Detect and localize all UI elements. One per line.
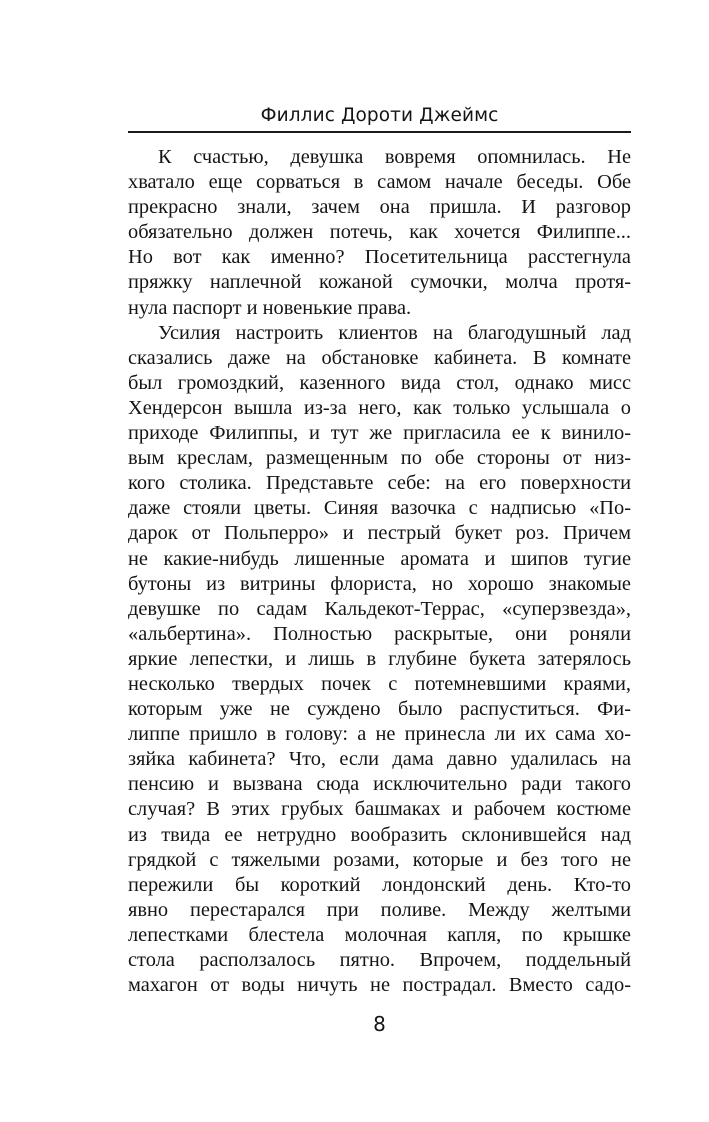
text-line: кого столика. Представьте себе: на его поверхности	[128, 472, 631, 495]
text-line: пенсию и вызвана сюда исключительно ради такого	[128, 773, 631, 796]
paragraph-1	[128, 145, 631, 321]
text-line: бутоны из витрины флориста, но хорошо знакомые	[128, 572, 631, 595]
text-line: приходе Филиппы, и тут же пригласила ее к винило-	[128, 422, 631, 445]
text-line: грядкой с тяжелыми розами, которые и без того не	[128, 848, 631, 871]
text-line: прекрасно знали, зачем она пришла. И разговор	[128, 196, 631, 219]
running-head: Филлис Дороти Джеймс	[260, 105, 499, 126]
text-line: дарок от Польперро» и пестрый букет роз. Причем	[128, 522, 631, 545]
text-line: девушке по садам Кальдекот-Террас, «суперзвезда»,	[128, 597, 631, 620]
text-line: пережили бы короткий лондонский день. Кто-то	[128, 873, 631, 896]
text-line: Но вот как именно? Посетительница расстегнула	[128, 246, 631, 269]
text-line: пряжку наплечной кожаной сумочки, молча протя-	[128, 271, 631, 294]
text-line: липпе пришло в голову: а не принесла ли их сама хо-	[128, 723, 631, 746]
text-line: явно перестарался при поливе. Между желтыми	[128, 898, 631, 921]
paragraph-2	[128, 321, 631, 999]
text-line: несколько твердых почек с потемневшими краями,	[128, 672, 631, 695]
text-line: вым креслам, размещенным по обе стороны от низ-	[128, 447, 631, 470]
text-line: К счастью, девушка вовремя опомнилась. Не	[158, 146, 631, 168]
header-rule	[128, 131, 631, 133]
text-line: зяйка кабинета? Что, если дама давно удалилась на	[128, 748, 631, 771]
text-line: Хендерсон вышла из-за него, как только услышала о	[128, 396, 631, 419]
text-line: лепестками блестела молочная капля, по крышке	[128, 923, 631, 946]
text-line: нула паспорт и новенькие права.	[128, 296, 412, 319]
text-line: случая? В этих грубых башмаках и рабочем костюме	[128, 798, 631, 821]
text-line: стола расползалось пятно. Впрочем, поддельный	[128, 949, 631, 971]
text-line: махагон от воды ничуть не пострадал. Вместо садо-	[128, 974, 631, 997]
text-line: Усилия настроить клиентов на благодушный лад	[158, 321, 631, 344]
text-line: был громоздкий, казенного вида стол, однако мисс	[128, 371, 631, 394]
text-line: обязательно должен потечь, как хочется Филиппе...	[128, 221, 631, 244]
text-line: которым уже не суждено было распуститься. Фи-	[128, 698, 631, 721]
text-line: сказались даже на обстановке кабинета. В комнате	[128, 346, 631, 369]
text-line: даже стояли цветы. Синяя вазочка с надписью «По-	[128, 497, 631, 520]
text-line: из твида ее нетрудно вообразить склонившейся над	[128, 823, 631, 846]
text-line: хватало еще сорваться в самом начале беседы. Обе	[128, 171, 631, 194]
text-line: яркие лепестки, и лишь в глубине букета затерялось	[128, 647, 631, 670]
page-number: 8	[373, 1012, 386, 1036]
body-text	[128, 145, 631, 998]
text-line: «альбертина». Полностью раскрытые, они роняли	[128, 622, 631, 645]
text-line: не какие-нибудь лишенные аромата и шипов тугие	[128, 547, 631, 570]
